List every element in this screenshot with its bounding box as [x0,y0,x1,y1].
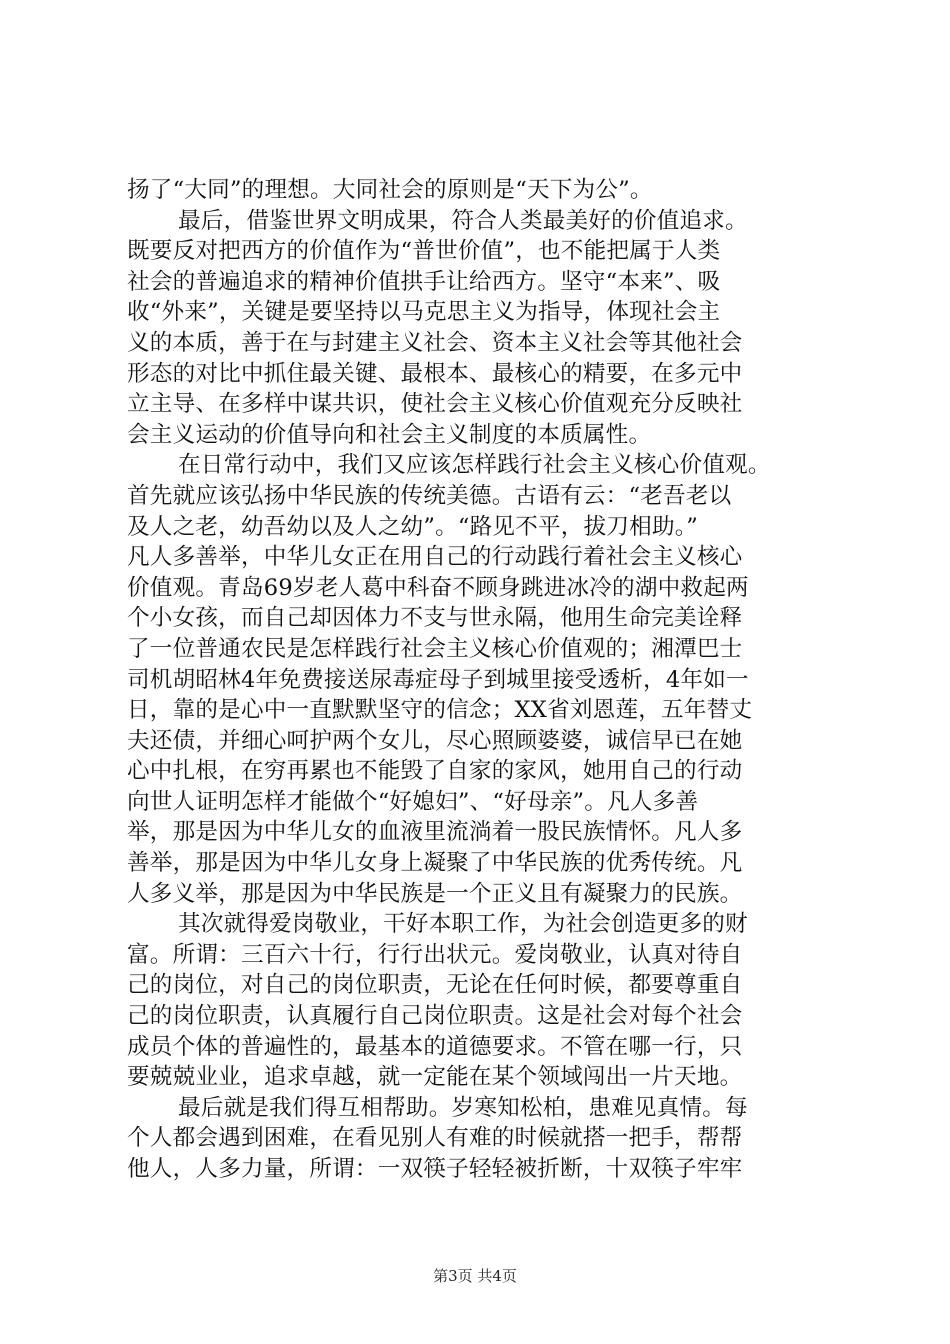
text-line: 个小女孩，而自己却因体力不支与世永隔，他用生命完美诠释 [127,605,743,632]
text-line: 要兢兢业业，追求卓越，就一定能在某个领域闯出一片天地。 [127,1064,743,1091]
text-line: 收“外来”，关键是要坚持以马克思主义为指导，体现社会主 [127,299,721,326]
text-line: 其次就得爱岗敬业，干好本职工作，为社会创造更多的财 [178,911,748,938]
text-line: 既要反对把西方的价值作为“普世价值”，也不能把属于人类 [127,238,721,265]
text-line: 在日常行动中，我们又应该怎样践行社会主义核心价值观。 [178,452,771,479]
text-line: 立主导、在多样中谋共识，使社会主义核心价值观充分反映社 [127,391,743,418]
text-line: 凡人多善举，中华儿女正在用自己的行动践行着社会主义核心 [127,544,743,571]
text-line: 心中扎根，在穷再累也不能毁了自家的家风，她用自己的行动 [127,758,743,785]
text-line: 己的岗位，对自己的岗位职责，无论在任何时候，都要尊重自 [127,972,743,999]
text-line: 最后，借鉴世界文明成果，符合人类最美好的价值追求。 [178,207,748,234]
text-line: 会主义运动的价值导向和社会主义制度的本质属性。 [127,421,652,448]
text-line: 成员个体的普遍性的，最基本的道德要求。不管在哪一行，只 [127,1033,743,1060]
text-line: 他人，人多力量，所谓：一双筷子轻轻被折断，十双筷子牢牢 [127,1156,743,1182]
text-line: 富。所谓：三百六十行，行行出状元。爱岗敬业，认真对待自 [127,941,743,968]
text-line: 日，靠的是心中一直默默坚守的信念；XX省刘恩莲，五年替丈 [127,697,753,724]
text-line: 最后就是我们得互相帮助。岁寒知松柏，患难见真情。每 [178,1094,748,1121]
text-line: 价值观。青岛69岁老人葛中科奋不顾身跳进冰冷的湖中救起两 [127,574,749,601]
text-line: 形态的对比中抓住最关键、最根本、最核心的精要，在多元中 [127,360,743,387]
text-line: 义的本质，善于在与封建主义社会、资本主义社会等其他社会 [127,329,743,356]
text-line: 了一位普通农民是怎样践行社会主义核心价值观的；湘潭巴士 [127,635,743,662]
text-line: 善举，那是因为中华儿女身上凝聚了中华民族的优秀传统。凡 [127,850,743,877]
page-footer: 第3页 共4页 [433,1267,517,1285]
body-text [127,175,842,1185]
text-line: 首先就应该弘扬中华民族的传统美德。古语有云：“老吾老以 [127,482,732,509]
text-line: 向世人证明怎样才能做个“好媳妇”、“好母亲”。凡人多善 [127,788,699,815]
text-line: 个人都会遇到困难，在看见别人有难的时候就搭一把手，帮帮 [127,1125,743,1152]
text-line: 司机胡昭林4年免费接送尿毒症母子到城里接受透析，4年如一 [127,666,749,693]
text-line: 举，那是因为中华儿女的血液里流淌着一股民族情怀。凡人多 [127,819,743,846]
text-line: 社会的普遍追求的精神价值拱手让给西方。坚守“本来”、吸 [127,268,721,295]
text-line: 夫还债，并细心呵护两个女儿，尽心照顾婆婆，诚信早已在她 [127,727,743,754]
text-line: 及人之老，幼吾幼以及人之幼”。“路见不平，拔刀相助。” [127,513,699,540]
text-line: 扬了“大同”的理想。大同社会的原则是“天下为公”。 [127,177,653,203]
text-line: 己的岗位职责，认真履行自己岗位职责。这是社会对每个社会 [127,1003,743,1030]
text-line: 人多义举，那是因为中华民族是一个正义且有凝聚力的民族。 [127,880,743,907]
